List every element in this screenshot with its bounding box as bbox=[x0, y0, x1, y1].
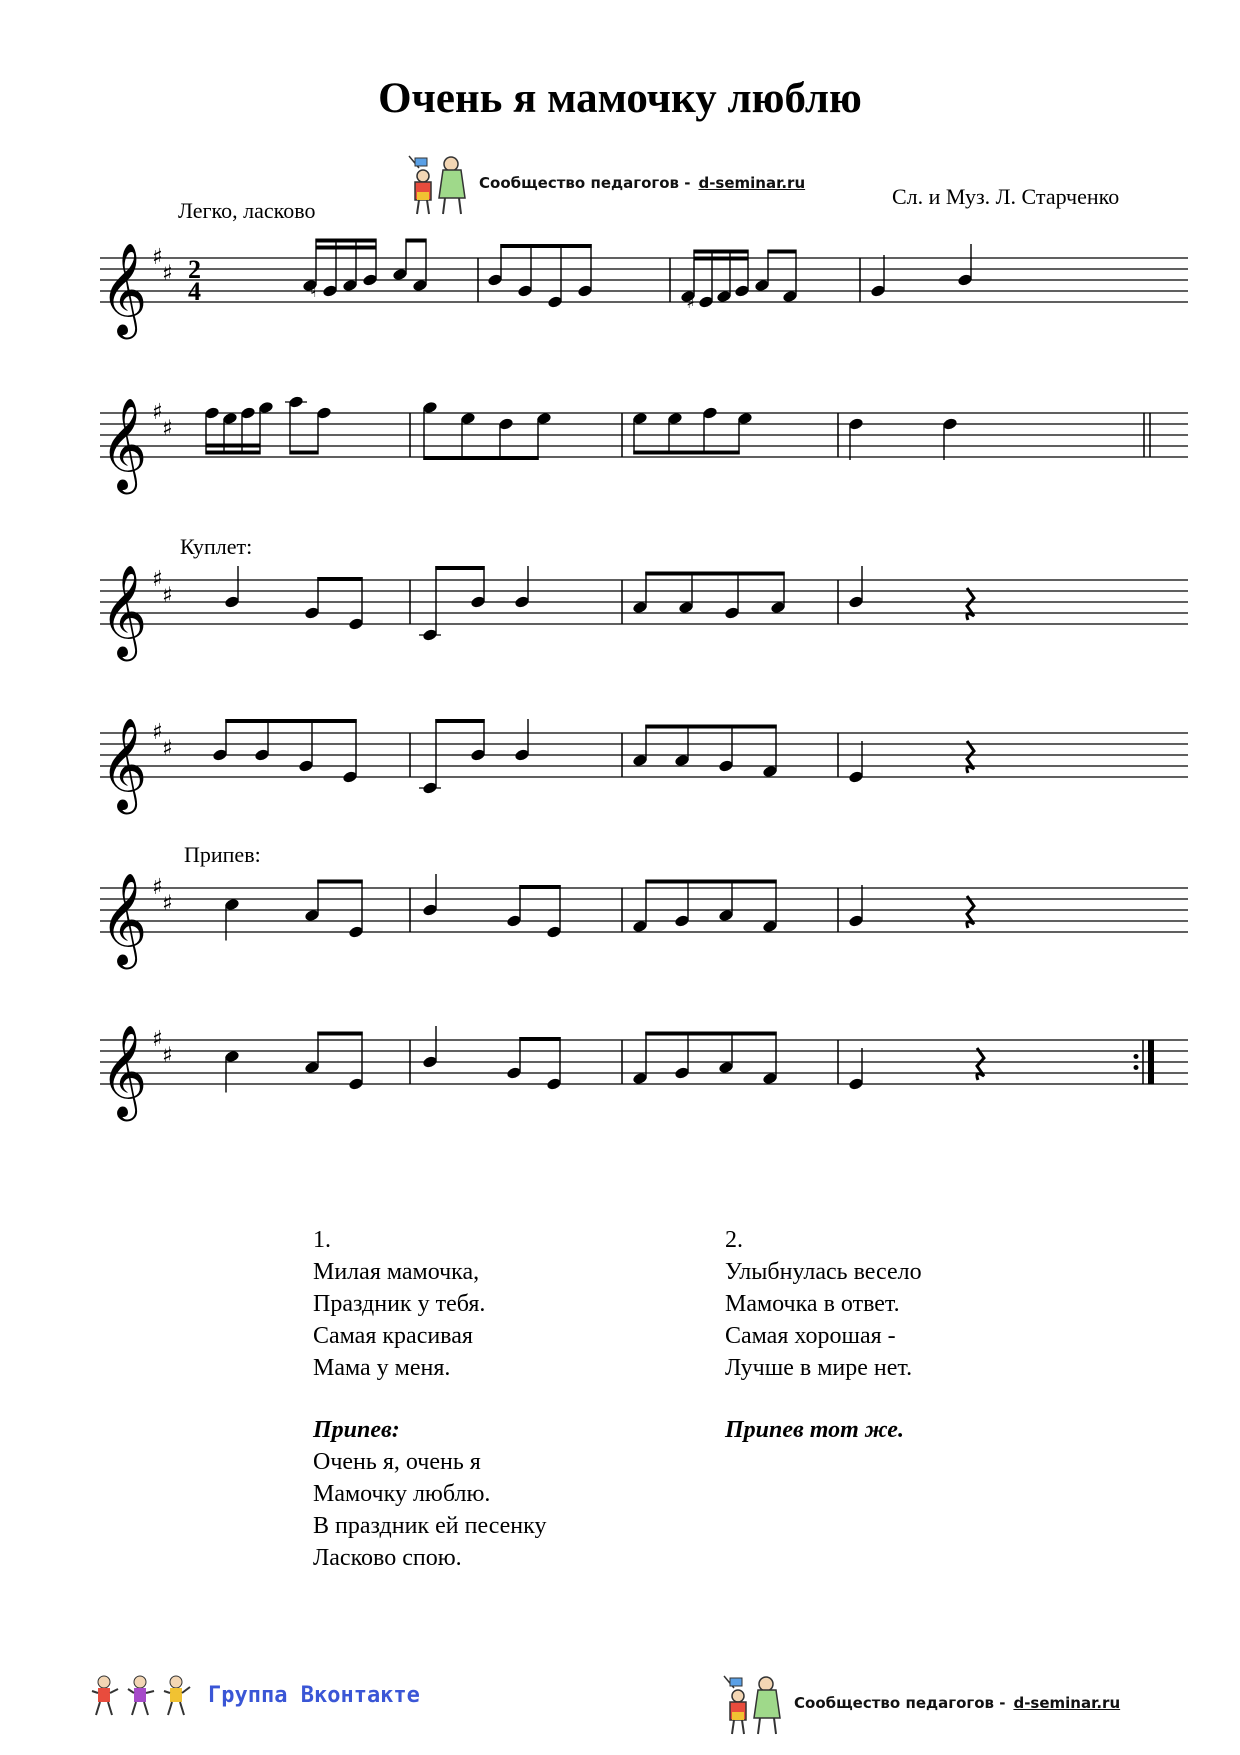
treble-clef: 𝄞 bbox=[100, 717, 148, 810]
lyric-line: Очень я, очень я bbox=[313, 1449, 481, 1475]
note-beam bbox=[694, 257, 748, 261]
lyric-line: Праздник у тебя. bbox=[313, 1291, 486, 1317]
quarter-rest bbox=[967, 896, 974, 928]
site-logo-text: Сообщество педагогов - bbox=[479, 174, 691, 192]
note-beam bbox=[423, 456, 538, 460]
site-link[interactable]: d-seminar.ru bbox=[1013, 1694, 1121, 1712]
key-sharp-f: ♯ bbox=[152, 400, 163, 425]
note-beam bbox=[317, 1032, 362, 1036]
chorus-heading: Припев: bbox=[313, 1417, 400, 1443]
kids-logo-icon bbox=[405, 148, 467, 218]
verse-number: 1. bbox=[313, 1227, 331, 1253]
site-logo-text: Сообщество педагогов - bbox=[794, 1694, 1006, 1712]
site-logo-header[interactable] bbox=[405, 148, 805, 218]
verse-label: Куплет: bbox=[180, 534, 253, 559]
site-logo-footer[interactable] bbox=[720, 1668, 1120, 1738]
staff-6 bbox=[100, 1012, 1190, 1142]
dancing-kids-icon bbox=[88, 1673, 198, 1717]
vk-group-label[interactable]: Группа Вконтакте bbox=[208, 1682, 420, 1708]
lyric-line: Мамочку люблю. bbox=[313, 1481, 491, 1507]
treble-clef: 𝄞 bbox=[100, 564, 148, 657]
treble-clef: 𝄞 bbox=[100, 1024, 148, 1117]
note-beam bbox=[317, 880, 362, 884]
quarter-rest bbox=[967, 588, 974, 620]
key-sharp-c: ♯ bbox=[162, 1043, 173, 1069]
key-sharp-f: ♯ bbox=[152, 567, 163, 592]
lyric-line: Ласково спою. bbox=[313, 1545, 462, 1571]
time-signature-top: 2 bbox=[188, 255, 201, 284]
note-beam bbox=[290, 451, 318, 455]
key-sharp-c: ♯ bbox=[162, 891, 173, 917]
note-beam bbox=[225, 719, 356, 723]
note-beam bbox=[519, 1037, 560, 1041]
treble-clef: 𝄞 bbox=[100, 242, 148, 335]
key-sharp-c: ♯ bbox=[162, 261, 173, 287]
staff-4 bbox=[100, 705, 1190, 835]
note-beam bbox=[435, 566, 484, 570]
key-sharp-f: ♯ bbox=[152, 1027, 163, 1052]
repeat-thick-bar bbox=[1148, 1040, 1154, 1084]
note-beam bbox=[316, 246, 376, 250]
staff-3 bbox=[100, 552, 1190, 682]
site-link[interactable]: d-seminar.ru bbox=[698, 174, 806, 192]
note-beam bbox=[500, 244, 591, 248]
tempo-marking: Легко, ласково bbox=[178, 198, 316, 223]
note-beam bbox=[406, 239, 426, 243]
key-sharp-c: ♯ bbox=[162, 416, 173, 442]
lyric-line: Мамочка в ответ. bbox=[725, 1291, 900, 1317]
key-sharp-f: ♯ bbox=[152, 875, 163, 900]
key-sharp-f: ♯ bbox=[152, 245, 163, 270]
key-sharp-c: ♯ bbox=[162, 583, 173, 609]
natural-sign: ♮ bbox=[310, 280, 317, 302]
author-credit: Сл. и Муз. Л. Старченко bbox=[892, 184, 1120, 209]
quarter-rest bbox=[977, 1048, 984, 1080]
lyric-line: В праздник ей песенку bbox=[313, 1513, 547, 1539]
repeat-dot bbox=[1134, 1065, 1139, 1070]
sharp-sign: ♯ bbox=[686, 291, 696, 313]
chorus-same-note: Припев тот же. bbox=[725, 1417, 904, 1443]
key-sharp-f: ♯ bbox=[152, 720, 163, 745]
lyric-line: Мама у меня. bbox=[313, 1355, 451, 1381]
note-beam bbox=[206, 444, 260, 448]
note-beam bbox=[435, 719, 484, 723]
quarter-rest bbox=[967, 741, 974, 773]
lyric-line: Милая мамочка, bbox=[313, 1259, 480, 1285]
kids-logo-icon bbox=[720, 1668, 782, 1738]
note-beam bbox=[317, 577, 362, 581]
verse-1 bbox=[313, 1224, 546, 1574]
note-beam bbox=[316, 239, 376, 243]
note-beam bbox=[645, 880, 776, 884]
time-signature-bottom: 4 bbox=[188, 277, 201, 306]
vk-group-link[interactable] bbox=[88, 1673, 420, 1717]
verse-2 bbox=[725, 1224, 922, 1446]
song-title: Очень я мамочку люблю bbox=[378, 75, 862, 122]
note-beam bbox=[768, 250, 796, 254]
staff-2 bbox=[100, 385, 1190, 515]
verse-number: 2. bbox=[725, 1227, 743, 1253]
note-beam bbox=[519, 885, 560, 889]
lyric-line: Самая красивая bbox=[313, 1323, 473, 1349]
note-beam bbox=[633, 451, 739, 455]
note-beam bbox=[645, 572, 784, 576]
note-beam bbox=[645, 1032, 776, 1036]
chorus-label: Припев: bbox=[184, 842, 261, 867]
key-sharp-c: ♯ bbox=[162, 736, 173, 762]
lyric-line: Самая хорошая - bbox=[725, 1323, 896, 1349]
lyric-line: Улыбнулась весело bbox=[725, 1259, 922, 1285]
repeat-dot bbox=[1134, 1054, 1139, 1059]
note-beam bbox=[694, 250, 748, 254]
note-beam bbox=[645, 725, 776, 729]
staff-5 bbox=[100, 860, 1190, 990]
treble-clef: 𝄞 bbox=[100, 872, 148, 965]
lyric-line: Лучше в мире нет. bbox=[725, 1355, 913, 1381]
staff-1 bbox=[100, 230, 1190, 360]
treble-clef: 𝄞 bbox=[100, 397, 148, 490]
note-beam bbox=[206, 451, 260, 455]
